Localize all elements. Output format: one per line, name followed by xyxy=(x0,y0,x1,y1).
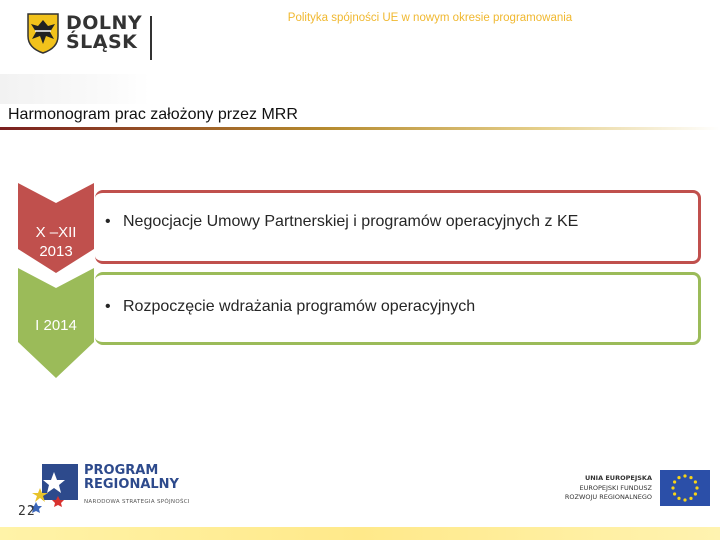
header-decoration xyxy=(0,74,150,104)
step-2-box xyxy=(95,272,701,345)
eu-logo xyxy=(545,470,710,510)
slide-title: Harmonogram prac założony przez MRR xyxy=(8,106,298,123)
program-line-1: PROGRAM xyxy=(84,463,159,478)
program-star-icon xyxy=(28,462,82,516)
chevron-step-1-label xyxy=(18,223,94,261)
eu-line-1: UNIA EUROPEJSKA xyxy=(584,474,652,482)
program-line-2: REGIONALNY xyxy=(84,477,179,492)
eu-line-3: ROZWOJU REGIONALNEGO xyxy=(564,493,652,501)
step-1-period-line-1: X –XII xyxy=(35,224,77,241)
logo-line-1: DOLNY xyxy=(66,12,143,34)
logo-line-2: ŚLĄSK xyxy=(66,31,138,53)
bottom-band xyxy=(0,527,720,540)
step-1-box xyxy=(95,190,701,264)
chevron-step-2 xyxy=(18,268,94,358)
page-number: 22 xyxy=(18,504,36,519)
chevron-step-2-label xyxy=(18,316,94,335)
step-2-period-line-1: I 2014 xyxy=(35,317,77,334)
program-line-3: NARODOWA STRATEGIA SPÓJNOŚCI xyxy=(84,499,190,505)
eu-line-2: EUROPEJSKI FUNDUSZ xyxy=(579,484,652,492)
eagle-crest-icon xyxy=(26,12,60,54)
program-regionalny-logo xyxy=(28,458,198,518)
step-1-period-line-2: 2013 xyxy=(39,243,73,260)
eu-flag-icon xyxy=(660,470,710,506)
logo-wordmark xyxy=(66,14,142,52)
title-underline xyxy=(0,127,720,130)
dolny-slask-logo xyxy=(26,12,166,62)
header-title: Polityka spójności UE w nowym okresie programowania xyxy=(287,12,573,24)
chevron-step-1 xyxy=(18,183,94,273)
step-1-text: • Negocjacje Umowy Partnerskiej i programów operacyjnych z KE xyxy=(105,213,578,231)
step-2-text: • Rozpoczęcie wdrażania programów operacyjnych xyxy=(105,298,475,316)
logo-divider xyxy=(150,16,152,60)
